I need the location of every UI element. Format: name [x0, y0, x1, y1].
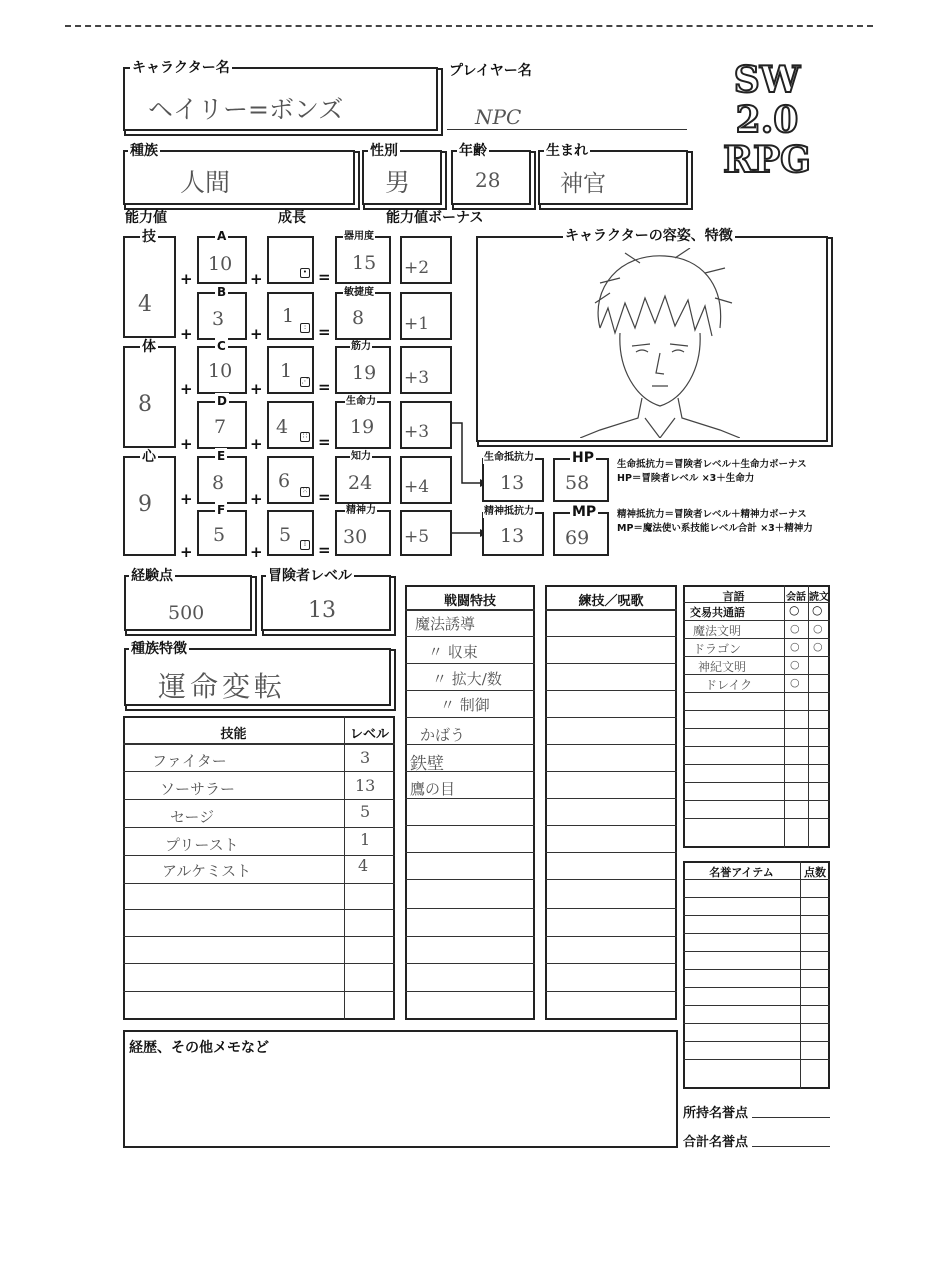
arts-row-line — [545, 936, 677, 937]
lang-row-line — [683, 602, 830, 603]
plus-sign: + — [250, 270, 263, 288]
lang-read: ○ — [813, 640, 823, 653]
letter-b-value: 3 — [212, 308, 225, 330]
lang-speak: ○ — [790, 676, 800, 689]
base-tech-label: 技 — [142, 229, 156, 245]
character-portrait — [580, 248, 740, 438]
bonus-e-value: +4 — [404, 477, 430, 497]
total-e-label: 知力 — [351, 451, 371, 462]
die-2-icon: : — [300, 323, 310, 333]
feat-item: 魔法誘導 — [415, 615, 476, 633]
owned-honor-line — [752, 1117, 830, 1118]
lang-row-line — [683, 764, 830, 765]
player-name-label: プレイヤー名 — [449, 63, 532, 79]
feats-row-line — [405, 852, 535, 853]
honor-row-line — [683, 1023, 830, 1024]
honor-row-line — [683, 951, 830, 952]
arts-row-line — [545, 717, 677, 718]
letter-a-value: 10 — [208, 253, 233, 275]
feat-item: 鉄壁 — [410, 754, 444, 774]
birth-value: 神官 — [560, 171, 606, 197]
skills-row-line — [123, 771, 395, 772]
skill-level: 4 — [358, 856, 369, 875]
skills-row-line — [123, 855, 395, 856]
skills-header-level: レベル — [349, 727, 389, 742]
honor-row-line — [683, 1005, 830, 1006]
feats-row-line — [405, 879, 535, 880]
skills-row-line — [123, 909, 395, 910]
feats-row-line — [405, 991, 535, 992]
birth-label: 生まれ — [546, 143, 588, 159]
lang-name: 神紀文明 — [698, 660, 747, 674]
letter-b-label: B — [217, 285, 227, 299]
honor-col-divider — [800, 861, 801, 1089]
feats-row-line — [405, 663, 535, 664]
lang-header-speak: 会話 — [786, 592, 806, 603]
skill-level: 13 — [355, 776, 376, 795]
base-mind-label: 心 — [142, 449, 156, 465]
mp-label: MP — [572, 504, 597, 520]
player-name-value: NPC — [475, 105, 522, 129]
total-a-value: 15 — [352, 252, 377, 274]
bonus-label: 能力値ボーナス — [386, 210, 484, 226]
skills-row-line — [123, 991, 395, 992]
age-label: 年齢 — [459, 143, 487, 159]
feat-item: かばう — [420, 726, 466, 744]
growth-c-value: 1 — [280, 360, 293, 382]
plus-sign: + — [180, 490, 193, 508]
feat-item: 鷹の目 — [410, 780, 456, 798]
player-name-line — [447, 129, 687, 130]
exp-value: 500 — [168, 602, 205, 624]
lang-read: ○ — [813, 622, 823, 635]
feats-row-line — [405, 908, 535, 909]
plus-sign: + — [250, 543, 263, 561]
skills-row-line — [123, 827, 395, 828]
growth-b-value: 1 — [282, 305, 295, 327]
skill-name: ファイター — [152, 752, 227, 770]
age-value: 28 — [475, 168, 501, 192]
total-b-label: 敏捷度 — [344, 287, 374, 298]
arts-table — [545, 585, 677, 1020]
lang-header-read: 読文 — [809, 592, 829, 603]
base-tech-box — [123, 236, 176, 338]
total-honor-line — [752, 1146, 830, 1147]
lang-speak: ○ — [790, 622, 800, 635]
letter-d-label: D — [217, 394, 227, 408]
plus-sign: + — [180, 325, 193, 343]
arts-row-line — [545, 744, 677, 745]
skills-col-divider — [344, 716, 345, 1020]
base-tech-value: 4 — [138, 292, 152, 317]
plus-sign: + — [180, 380, 193, 398]
honor-header: 名誉アイテム — [709, 866, 774, 879]
equals-sign: = — [318, 323, 331, 341]
growth-label: 成長 — [278, 210, 306, 226]
skills-row-line — [123, 963, 395, 964]
total-c-label: 筋力 — [351, 341, 371, 352]
plus-sign: + — [180, 435, 193, 453]
lang-name: 交易共通語 — [690, 606, 745, 619]
mind-res-label: 精神抵抗力 — [484, 506, 534, 517]
letter-e-label: E — [217, 449, 226, 463]
lang-row-line — [683, 818, 830, 819]
honor-row-line — [683, 933, 830, 934]
lang-speak: ○ — [790, 658, 800, 671]
honor-row-line — [683, 897, 830, 898]
combat-feats-header: 戦闘特技 — [443, 594, 496, 609]
lang-name: ドレイク — [705, 678, 753, 692]
bonus-b-value: +1 — [404, 314, 430, 334]
die-5-icon: ⁙ — [300, 487, 310, 497]
base-body-label: 体 — [142, 339, 156, 355]
feat-item: 〃 制御 — [440, 696, 490, 714]
total-e-value: 24 — [348, 472, 373, 494]
skill-name: セージ — [170, 808, 215, 826]
bonus-c-value: +3 — [404, 368, 430, 388]
base-body-value: 8 — [138, 392, 152, 417]
letter-d-value: 7 — [214, 416, 227, 438]
skills-row-line — [123, 743, 395, 745]
hp-label: HP — [572, 450, 594, 466]
letter-c-value: 10 — [208, 360, 233, 382]
sex-value: 男 — [385, 168, 411, 197]
arts-header: 練技／呪歌 — [578, 594, 644, 609]
honor-row-line — [683, 1059, 830, 1060]
letter-f-label: F — [217, 503, 226, 517]
feat-item: 〃 収束 — [428, 643, 478, 661]
honor-row-line — [683, 987, 830, 988]
feats-row-line — [405, 636, 535, 637]
exp-label: 経験点 — [131, 568, 173, 584]
cut-line — [65, 25, 873, 27]
arts-row-line — [545, 636, 677, 637]
race-trait-value: 運命変転 — [158, 670, 287, 703]
arts-row-line — [545, 609, 677, 611]
feats-row-line — [405, 717, 535, 718]
base-mind-value: 9 — [138, 492, 152, 517]
eyes — [632, 344, 688, 352]
growth-d-value: 4 — [276, 416, 289, 438]
lang-row-line — [683, 782, 830, 783]
skill-name: プリースト — [165, 836, 239, 854]
lang-speak: ○ — [789, 603, 800, 617]
arts-row-line — [545, 852, 677, 853]
total-b-value: 8 — [352, 307, 365, 329]
arts-row-line — [545, 963, 677, 964]
die-4-icon: ∷ — [300, 432, 310, 442]
mp-note-1: 精神抵抗力＝冒険者レベル＋精神力ボーナス — [617, 509, 807, 520]
skill-name: アルケミスト — [162, 862, 252, 880]
skills-row-line — [123, 799, 395, 800]
lang-col-divider — [808, 585, 809, 848]
letter-e-value: 8 — [212, 472, 225, 494]
honor-row-line — [683, 1041, 830, 1042]
lang-name: ドラゴン — [693, 642, 742, 656]
total-d-label: 生命力 — [346, 396, 376, 407]
honor-row-line — [683, 879, 830, 880]
total-f-value: 30 — [343, 526, 368, 548]
mind-res-value: 13 — [500, 525, 525, 547]
lang-header: 言語 — [722, 590, 745, 603]
nose-mouth — [652, 353, 668, 386]
die-6-icon: ⁞ — [300, 540, 310, 550]
feats-row-line — [405, 963, 535, 964]
lang-row-line — [683, 710, 830, 711]
feats-row-line — [405, 690, 535, 691]
letter-a-label: A — [217, 229, 227, 243]
lang-row-line — [683, 800, 830, 801]
neck-shoulders — [580, 398, 740, 438]
skill-level: 3 — [360, 748, 371, 767]
sw-logo — [712, 60, 822, 205]
vit-res-value: 13 — [500, 472, 525, 494]
hair-outline — [595, 248, 732, 336]
character-name-value: ヘイリー=ボンズ — [148, 95, 344, 124]
feats-row-line — [405, 825, 535, 826]
face-outline — [620, 333, 700, 406]
arts-row-line — [545, 991, 677, 992]
logo-text: SW 2.0 RPG — [723, 59, 811, 181]
race-value: 人間 — [180, 168, 231, 197]
skill-level: 5 — [360, 802, 371, 821]
hp-value: 58 — [565, 472, 590, 494]
lang-col-divider — [784, 585, 785, 848]
die-3-icon: ⋰ — [301, 377, 309, 385]
honor-header-points: 点数 — [804, 866, 826, 879]
letter-f-value: 5 — [213, 524, 226, 546]
skills-header-name: 技能 — [220, 727, 247, 742]
sex-label: 性別 — [370, 143, 398, 159]
race-trait-label: 種族特徴 — [131, 641, 187, 657]
total-c-value: 19 — [352, 362, 377, 384]
total-a-label: 器用度 — [344, 231, 374, 242]
feats-row-line — [405, 936, 535, 937]
hp-note-2: HP＝冒険者レベル ×3＋生命力 — [617, 473, 755, 484]
owned-honor-label: 所持名誉点 — [683, 1106, 749, 1121]
lang-read: ○ — [812, 603, 823, 617]
vit-res-label: 生命抵抗力 — [484, 452, 534, 463]
total-f-label: 精神力 — [346, 505, 376, 516]
bonus-f-value: +5 — [404, 527, 430, 547]
growth-f-value: 5 — [279, 524, 292, 546]
arts-row-line — [545, 879, 677, 880]
total-d-value: 19 — [350, 416, 375, 438]
plus-sign: + — [250, 435, 263, 453]
lang-name: 魔法文明 — [693, 624, 742, 638]
arts-row-line — [545, 690, 677, 691]
mp-note-2: MP＝魔法使い系技能レベル合計 ×3＋精神力 — [617, 523, 813, 534]
total-honor-label: 合計名誉点 — [683, 1135, 749, 1150]
letter-c-label: C — [217, 339, 226, 353]
bonus-a-value: +2 — [404, 258, 430, 278]
equals-sign: = — [318, 378, 331, 396]
skills-row-line — [123, 936, 395, 937]
bonus-d-value: +3 — [404, 422, 430, 442]
adv-level-label: 冒険者レベル — [268, 568, 352, 584]
portrait-label: キャラクターの容姿、特徴 — [565, 228, 733, 244]
feat-item: 〃 拡大/数 — [432, 670, 502, 688]
plus-sign: + — [250, 490, 263, 508]
plus-sign: + — [250, 380, 263, 398]
feats-row-line — [405, 609, 535, 611]
equals-sign: = — [318, 433, 331, 451]
lang-row-line — [683, 746, 830, 747]
ability-label: 能力値 — [125, 210, 167, 226]
arts-row-line — [545, 771, 677, 772]
mp-value: 69 — [565, 527, 590, 549]
equals-sign: = — [318, 268, 331, 286]
lang-speak: ○ — [790, 640, 800, 653]
skill-name: ソーサラー — [160, 780, 236, 798]
skills-row-line — [123, 883, 395, 884]
equals-sign: = — [318, 541, 331, 559]
honor-table — [683, 861, 830, 1089]
die-1-icon: • — [300, 268, 310, 278]
plus-sign: + — [250, 325, 263, 343]
hp-note-1: 生命抵抗力＝冒険者レベル＋生命力ボーナス — [617, 459, 807, 470]
arts-row-line — [545, 798, 677, 799]
growth-e-value: 6 — [278, 470, 291, 492]
honor-row-line — [683, 915, 830, 916]
race-label: 種族 — [130, 143, 158, 159]
memo-label: 経歴、その他メモなど — [129, 1040, 269, 1056]
arts-row-line — [545, 908, 677, 909]
plus-sign: + — [180, 543, 193, 561]
arts-row-line — [545, 825, 677, 826]
lang-row-line — [683, 728, 830, 729]
equals-sign: = — [318, 488, 331, 506]
lang-row-line — [683, 620, 830, 621]
skill-level: 1 — [360, 830, 371, 849]
honor-row-line — [683, 969, 830, 970]
character-name-label: キャラクター名 — [132, 60, 230, 76]
arts-row-line — [545, 663, 677, 664]
adv-level-value: 13 — [308, 598, 336, 623]
plus-sign: + — [180, 270, 193, 288]
